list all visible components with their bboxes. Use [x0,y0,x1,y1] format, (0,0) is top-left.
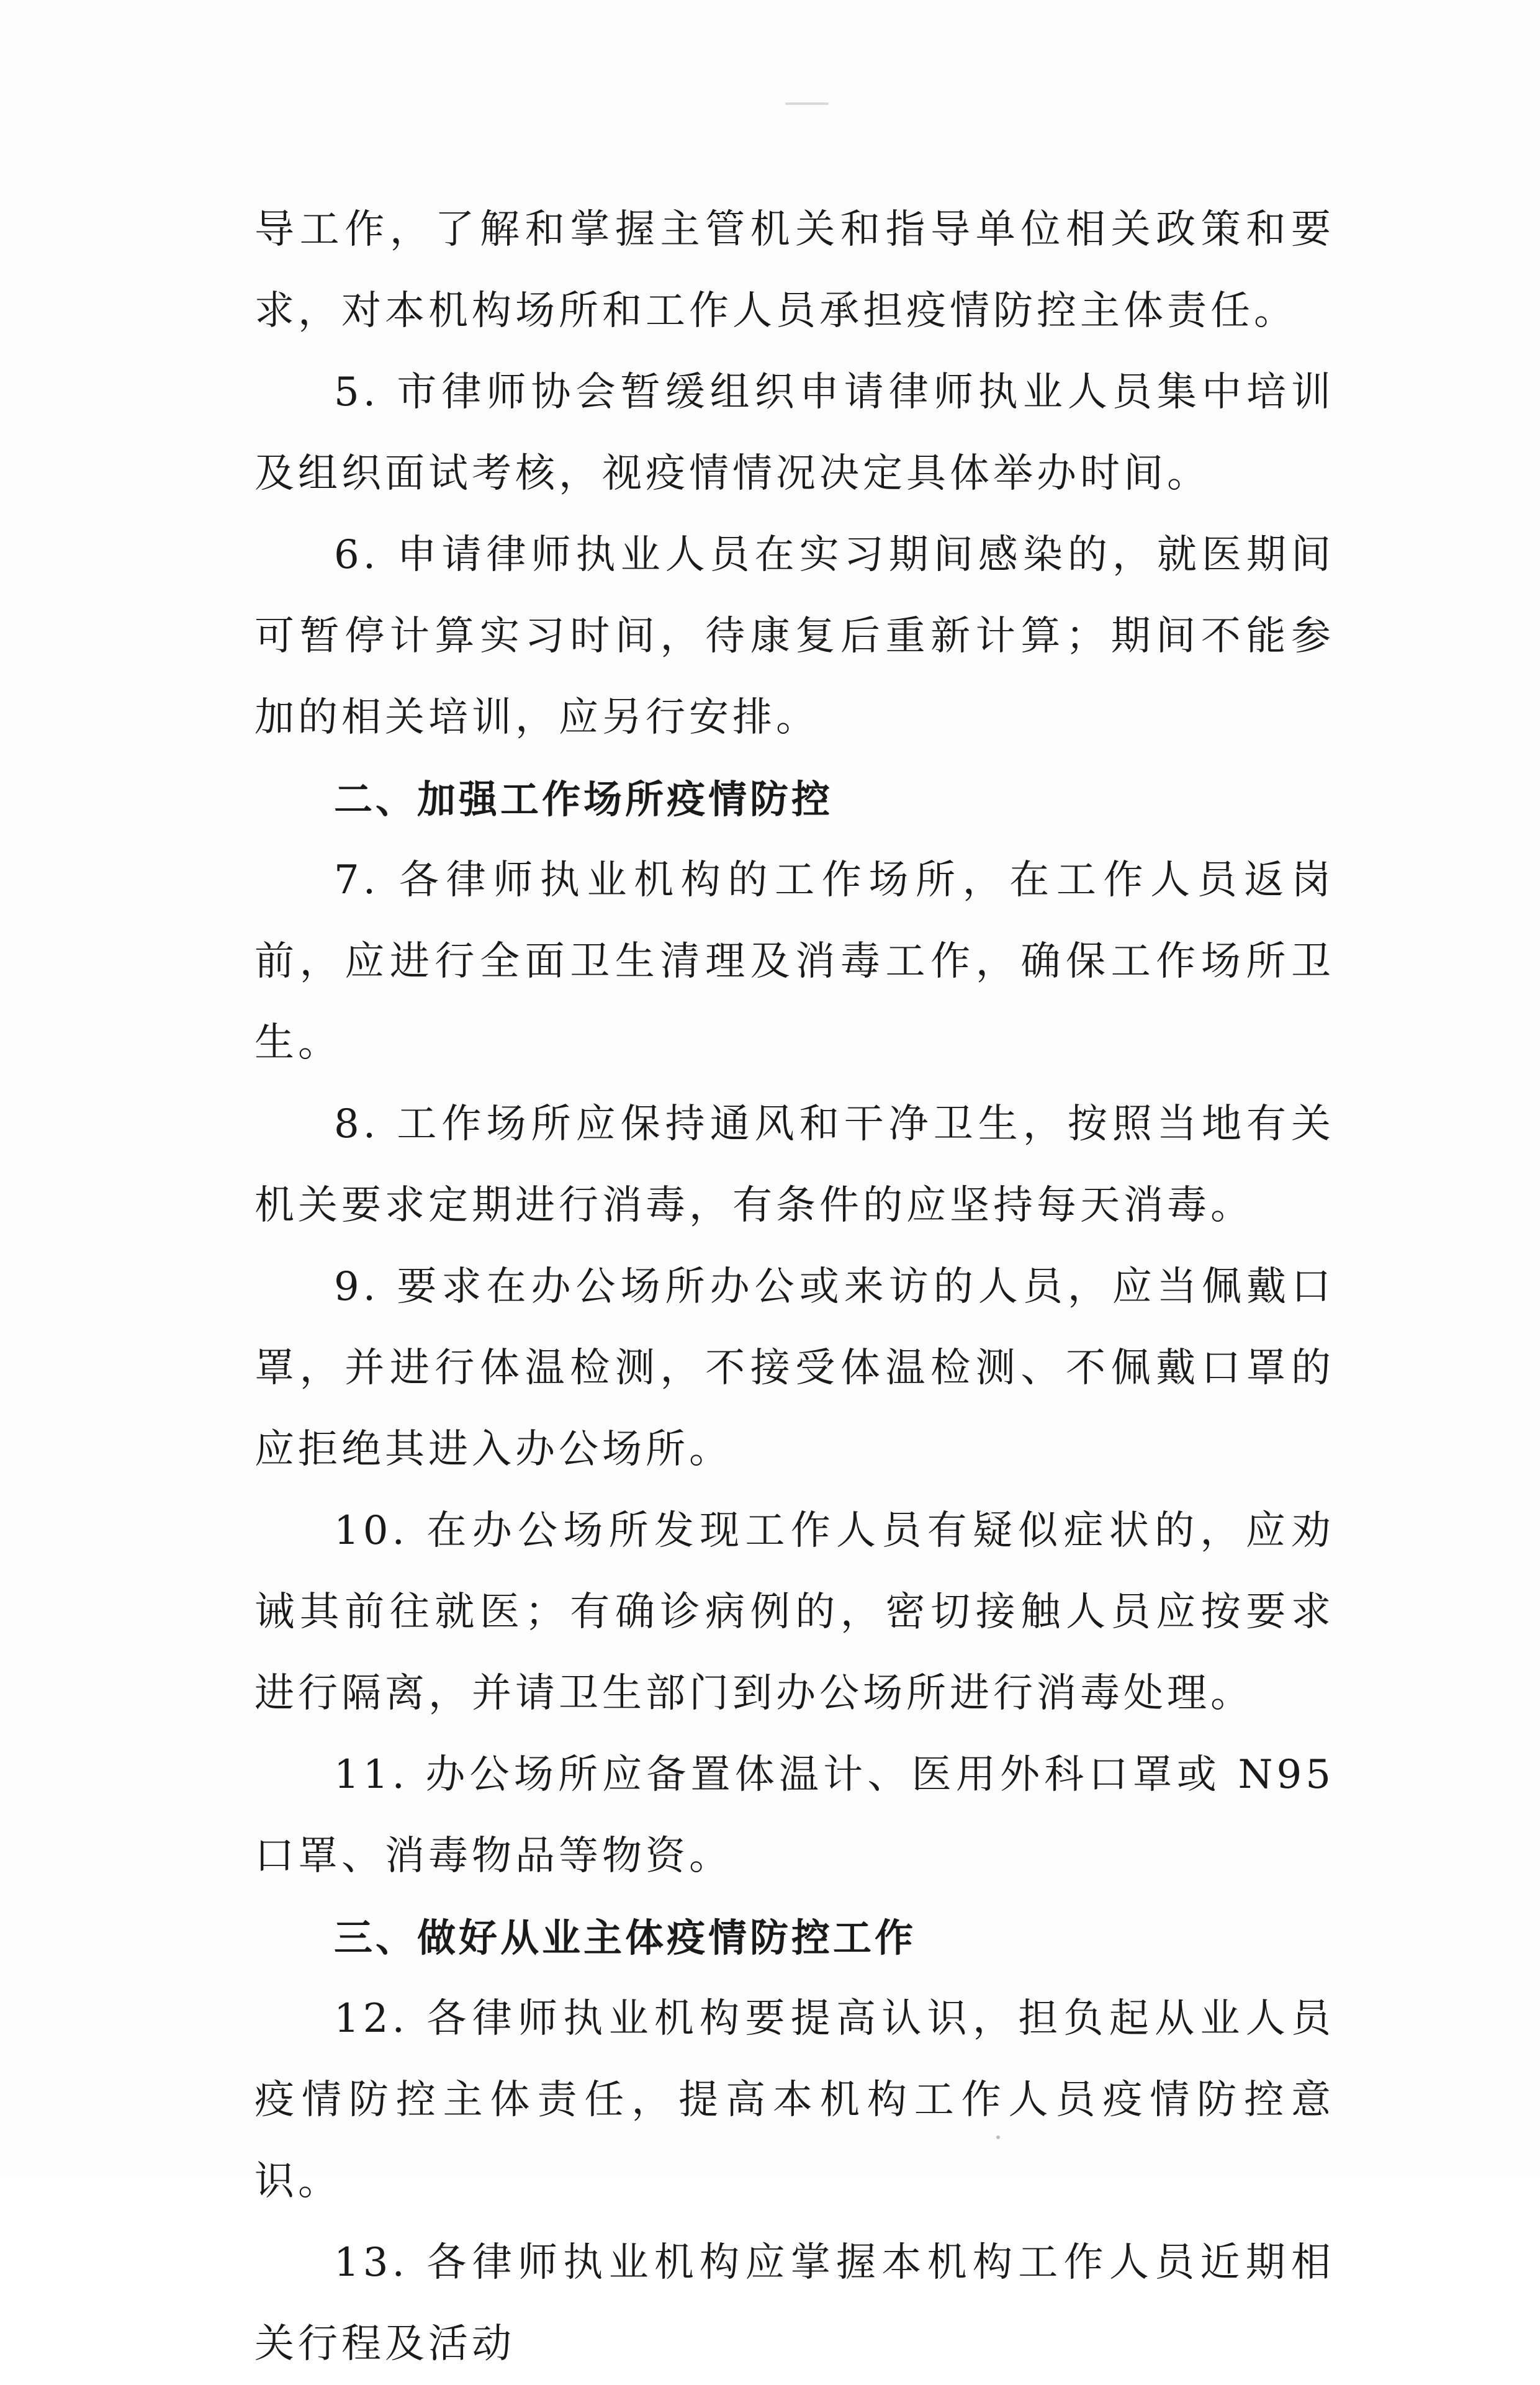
paragraph-item-13: 13. 各律师执业机构应掌握本机构工作人员近期相关行程及活动 [254,2240,1335,2367]
paragraph-item-11: 11. 办公场所应备置体温计、医用外科口罩或 N95 口罩、消毒物品等物资。 [254,1752,1335,1879]
paragraph-item-7: 7. 各律师执业机构的工作场所，在工作人员返岗前，应进行全面卫生清理及消毒工作，确保工作场所卫生。 [254,857,1335,1066]
section-heading-2: 二、加强工作场所疫情防控 [334,777,834,822]
paragraph-item-5: 5. 市律师协会暂缓组织申请律师执业人员集中培训及组织面试考核，视疫情情况决定具体举办时间。 [254,369,1335,497]
paragraph-continuation: 导工作，了解和掌握主管机关和指导单位相关政策和要求，对本机构场所和工作人员承担疫情防控主体责任。 [254,207,1335,334]
paragraph-item-8: 8. 工作场所应保持通风和干净卫生，按照当地有关机关要求定期进行消毒，有条件的应坚持每天消毒。 [254,1101,1335,1229]
scan-artifact-dot [996,2135,1000,2139]
section-heading-3: 三、做好从业主体疫情防控工作 [334,1915,917,1960]
scan-artifact [785,102,829,105]
paragraph-item-12: 12. 各律师执业机构要提高认识，担负起从业人员疫情防控主体责任，提高本机构工作人员疫情防控意识。 [254,1996,1335,2204]
paragraph-item-9: 9. 要求在办公场所办公或来访的人员，应当佩戴口罩，并进行体温检测，不接受体温检测、不佩戴口罩的应拒绝其进入办公场所。 [254,1264,1335,1472]
document-body [254,189,1335,2385]
paragraph-item-6: 6. 申请律师执业人员在实习期间感染的，就医期间可暂停计算实习时间，待康复后重新计算；期间不能参加的相关培训，应另行安排。 [254,532,1335,741]
paragraph-item-10: 10. 在办公场所发现工作人员有疑似症状的，应劝诫其前往就医；有确诊病例的，密切接触人员应按要求进行隔离，并请卫生部门到办公场所进行消毒处理。 [254,1508,1335,1716]
